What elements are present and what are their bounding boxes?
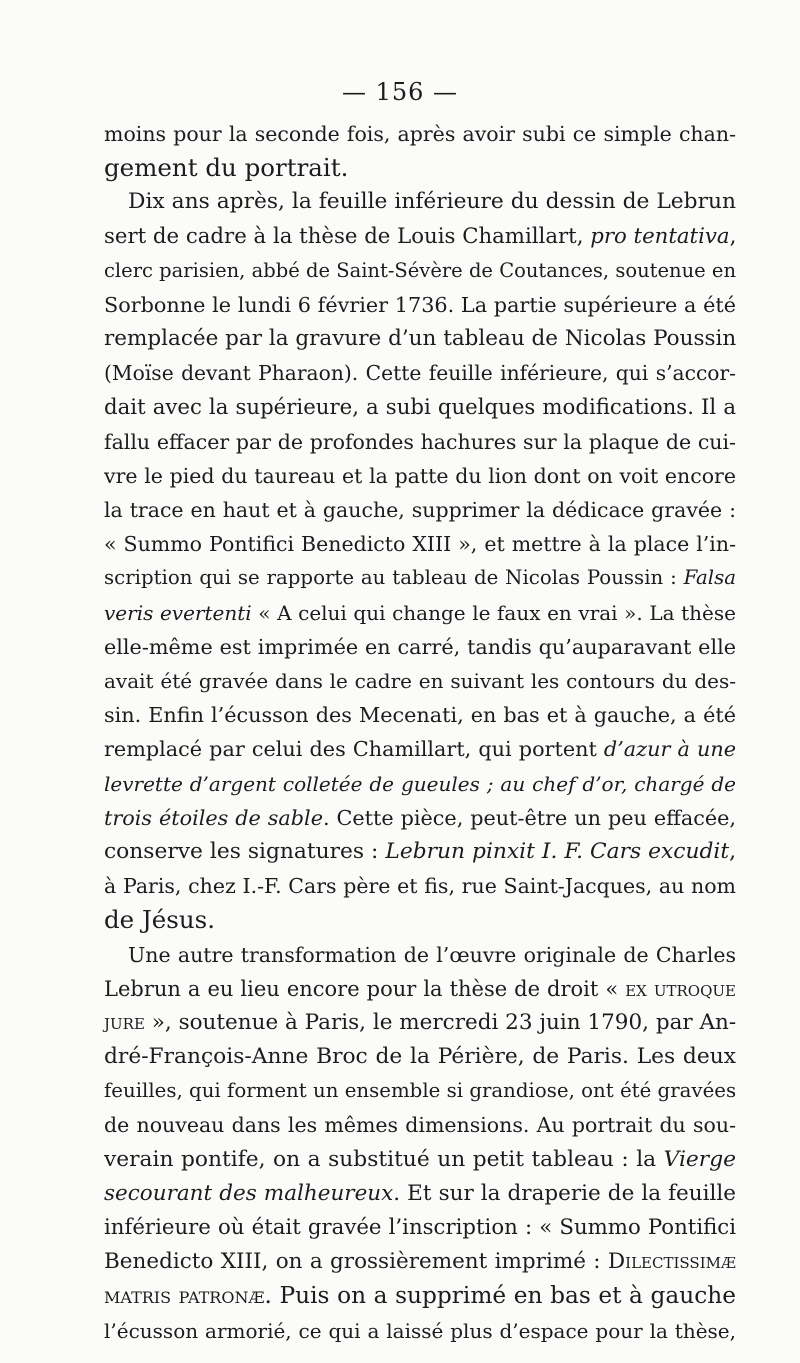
- text-line: [104, 220, 736, 254]
- text-run: feuilles, qui forment un ensemble si grandiose, ont été gravées: [104, 1079, 737, 1103]
- text-line: [104, 288, 736, 322]
- text-run: avait été gravée dans le cadre en suivant les contours du des-: [104, 669, 736, 693]
- text-line: [104, 835, 736, 869]
- text-line: [104, 1211, 736, 1245]
- text-run: . Puis on a supprimé en bas et à gauche: [264, 1282, 736, 1310]
- text-run: Benedicto XIII, on a grossièrement imprimé :: [104, 1249, 608, 1275]
- text-line: [104, 1074, 736, 1108]
- text-run: ,: [729, 838, 737, 864]
- text-line: [104, 391, 736, 425]
- text-line: [104, 698, 736, 732]
- text-line: [104, 767, 736, 801]
- text-run: l’écusson armorié, ce qui a laissé plus d’espace pour la thèse,: [104, 1318, 736, 1343]
- page-number: — 156 —: [341, 78, 459, 106]
- text-run: « A celui qui change le faux en vrai ». La thèse: [251, 600, 736, 625]
- text-line: [104, 1108, 736, 1142]
- text-run: de nouveau dans les mêmes dimensions. Au portrait du sou-: [104, 1113, 736, 1138]
- text-line: [104, 254, 736, 288]
- text-run: fallu effacer par de profondes hachures sur la plaque de cui-: [104, 429, 736, 454]
- text-line: [104, 1177, 736, 1211]
- text-line: [104, 630, 736, 664]
- small-caps-text: jure: [104, 1009, 145, 1035]
- text-run: verain pontife, on a substitué un petit tableau : la: [104, 1146, 664, 1172]
- text-run: ,: [729, 223, 737, 249]
- text-line: [104, 938, 736, 972]
- italic-text: pro tentativa: [590, 223, 730, 249]
- text-run: . Et sur la draperie de la feuille: [393, 1180, 736, 1206]
- text-run: à Paris, chez I.-F. Cars père et fis, rue Saint-Jacques, au nom: [104, 874, 736, 899]
- italic-text: levrette d’argent colletée de gueules ; au chef d’or, chargé de: [104, 771, 736, 796]
- text-run: scription qui se rapporte au tableau de Nicolas Poussin :: [104, 566, 684, 590]
- text-run: Lebrun a eu lieu encore pour la thèse de droit «: [104, 976, 626, 1001]
- text-run: dré-François-Anne Broc de la Périère, de Paris. Les deux: [104, 1044, 736, 1070]
- small-caps-text: Dilectissimæ: [607, 1249, 736, 1275]
- text-line: [104, 459, 736, 493]
- text-run: moins pour la seconde fois, après avoir subi ce simple chan-: [104, 122, 736, 146]
- text-line: [104, 527, 736, 561]
- text-run: dait avec la supérieure, a subi quelques modifications. Il a: [104, 394, 736, 420]
- text-run: remplacé par celui des Chamillart, qui portent: [104, 737, 604, 762]
- text-run: conserve les signatures :: [104, 838, 386, 864]
- text-run: la trace en haut et à gauche, supprimer la dédicace gravée :: [104, 498, 736, 523]
- text-line: [104, 1314, 736, 1348]
- text-run: Dix ans après, la feuille inférieure du dessin de Lebrun: [128, 189, 736, 215]
- text-line: [104, 972, 736, 1006]
- text-line: [104, 561, 736, 595]
- text-run: gement du portrait.: [104, 153, 349, 183]
- text-run: remplacée par la gravure d’un tableau de Nicolas Poussin: [104, 326, 737, 352]
- text-run: sin. Enfin l’écusson des Mecenati, en bas et à gauche, a été: [104, 703, 736, 728]
- text-run: « Summo Pontifici Benedicto XIII », et mettre à la place l’in-: [104, 532, 736, 557]
- text-line: [104, 596, 736, 630]
- italic-text: Falsa: [683, 566, 736, 590]
- text-line: [104, 732, 736, 766]
- text-run: elle-même est imprimée en carré, tandis qu’auparavant elle: [104, 634, 736, 659]
- italic-text: Vierge: [663, 1146, 736, 1172]
- small-caps-text: ex utroque: [625, 976, 736, 1001]
- text-line: [104, 1143, 736, 1177]
- text-run: (Moïse devant Pharaon). Cette feuille inférieure, qui s’accor-: [104, 361, 736, 386]
- text-line: [104, 356, 736, 390]
- italic-text: d’azur à une: [603, 737, 736, 762]
- text-run: inférieure où était gravée l’inscription : « Summo Pontifici: [104, 1215, 736, 1240]
- italic-text: secourant des malheureux: [104, 1180, 394, 1206]
- text-line: [104, 1279, 736, 1313]
- text-line: [104, 869, 736, 903]
- text-line: [104, 322, 736, 356]
- text-line: [104, 185, 736, 219]
- text-line: [104, 1040, 736, 1074]
- text-line: [104, 903, 736, 937]
- text-run: sert de cadre à la thèse de Louis Chamillart,: [104, 223, 591, 249]
- body-text: [104, 117, 736, 1348]
- text-line: [104, 117, 736, 151]
- text-line: [104, 1006, 736, 1040]
- text-run: », soutenue à Paris, le mercredi 23 juin 1790, par An-: [144, 1009, 737, 1035]
- text-run: Une autre transformation de l’œuvre originale de Charles: [128, 942, 736, 967]
- text-run: Sorbonne le lundi 6 février 1736. La partie supérieure a été: [104, 292, 736, 317]
- text-line: [104, 425, 736, 459]
- text-line: [104, 1245, 736, 1279]
- small-caps-text: matris patronæ: [104, 1282, 265, 1310]
- text-line: [104, 493, 736, 527]
- text-line: [104, 664, 736, 698]
- italic-text: trois étoiles de sable: [104, 805, 323, 830]
- text-run: clerc parisien, abbé de Saint-Sévère de Coutances, soutenue en: [104, 258, 736, 282]
- text-run: de Jésus.: [104, 905, 216, 935]
- italic-text: veris evertenti: [104, 600, 252, 625]
- text-line: [104, 801, 736, 835]
- italic-text: Lebrun pinxit I. F. Cars excudit: [385, 838, 730, 864]
- text-line: [104, 151, 736, 185]
- text-run: . Cette pièce, peut-être un peu effacée,: [322, 805, 736, 830]
- text-run: vre le pied du taureau et la patte du lion dont on voit encore: [104, 463, 736, 488]
